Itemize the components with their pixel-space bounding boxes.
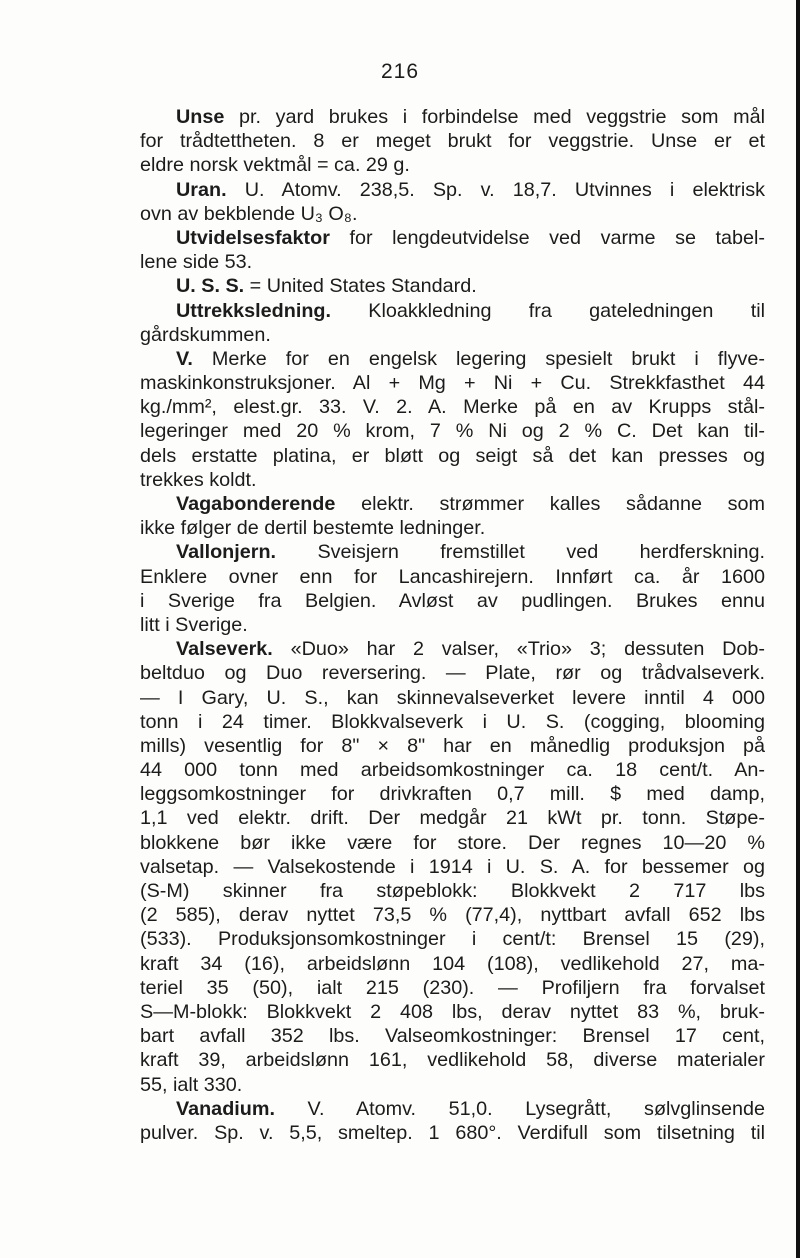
entry-text: i Sverige fra Belgien. Avløst av pudlingen. Brukes ennu — [140, 589, 765, 612]
entry-text: U. Atomv. 238,5. Sp. v. 18,7. Utvinnes i elektrisk — [226, 178, 765, 201]
entry-text: — I Gary, U. S., kan skinnevalseverket levere inntil 4 000 — [140, 686, 765, 709]
entry-text: «Duo» har 2 valser, «Trio» 3; dessuten Dob- — [272, 638, 765, 661]
page-number: 216 — [380, 60, 420, 83]
entry-text: legeringer med 20 % krom, 7 % Ni og 2 % C. Det kan til- — [140, 420, 765, 443]
entry-text: for trådtettheten. 8 er meget brukt for veggstrie. Unse er et — [140, 130, 765, 153]
text-line — [140, 347, 765, 371]
text-line — [140, 395, 765, 419]
entry-text: Kloakkledning fra gateledningen til — [331, 299, 765, 322]
text-line — [140, 492, 765, 516]
text-line — [140, 1097, 765, 1121]
text-line — [140, 1073, 765, 1097]
entry-text: tonn i 24 timer. Blokkvalseverk i U. S. (cogging, blooming — [140, 710, 765, 733]
text-line — [140, 468, 765, 492]
entry-text: Merke for en engelsk legering spesielt brukt i flyve- — [192, 347, 765, 370]
entry-text: (2 585), derav nyttet 73,5 % (77,4), nyttbart avfall 652 lbs — [140, 904, 765, 927]
entry-text: leggsomkostninger for drivkraften 0,7 mill. $ med damp, — [140, 783, 765, 806]
entry-text: Sveisjern fremstillet ved herdferskning. — [276, 541, 765, 564]
text-line — [140, 202, 765, 226]
text-line — [140, 613, 765, 637]
entry-text: kraft 34 (16), arbeidslønn 104 (108), vedlikehold 27, ma- — [140, 952, 765, 975]
text-line — [140, 903, 765, 927]
entry-text: kg./mm², elest.gr. 33. V. 2. A. Merke på en av Krupps stål- — [140, 396, 765, 419]
entry-headword: V. — [176, 347, 193, 370]
entry-headword: Vanadium. — [176, 1097, 275, 1120]
entry-text: eldre norsk vektmål = ca. 29 g. — [140, 154, 410, 177]
entry-text: ikke følger de dertil bestemte ledninger. — [140, 517, 486, 540]
entry-headword: Vagabonderende — [176, 493, 336, 515]
text-line — [140, 637, 765, 661]
entry-text: pr. yard brukes i forbindelse med veggstrie som mål — [224, 106, 765, 128]
entry-text: = United States Standard. — [244, 275, 477, 298]
text-line — [140, 589, 765, 613]
entry-headword: Valseverk. — [176, 638, 273, 661]
text-line — [140, 444, 765, 468]
text-line — [140, 419, 765, 443]
text-line — [140, 299, 765, 323]
text-line — [140, 153, 765, 177]
entry-text: 44 000 tonn med arbeidsomkostninger ca. 18 cent/t. An- — [140, 759, 765, 782]
text-line — [140, 831, 765, 855]
entry-headword: U. S. S. — [176, 275, 245, 298]
entry-text: dels erstatte platina, er bløtt og seigt så det kan presses og — [140, 444, 765, 467]
text-line — [140, 976, 765, 1000]
entry-text: V. Atomv. 51,0. Lysegrått, sølvglinsende — [274, 1097, 765, 1120]
text-line — [140, 226, 765, 250]
entry-text: 55, ialt 330. — [140, 1073, 243, 1096]
entry-headword: Uran. — [176, 178, 227, 201]
text-line — [140, 371, 765, 395]
entry-text: (533). Produksjonsomkostninger i cent/t: Brensel 15 (29), — [140, 928, 765, 951]
entry-text: elektr. strømmer kalles sådanne som — [335, 493, 765, 515]
text-line — [140, 879, 765, 903]
text-line — [140, 927, 765, 951]
text-line — [140, 178, 765, 202]
entry-headword: Vallonjern. — [176, 541, 277, 564]
dictionary-text — [140, 105, 765, 1145]
entry-text: gårdskummen. — [140, 323, 271, 346]
text-line — [140, 806, 765, 830]
entry-headword: Uttrekksledning. — [176, 299, 331, 322]
text-line — [140, 782, 765, 806]
entry-text: S—M-blokk: Blokkvekt 2 408 lbs, derav nyttet 83 %, bruk- — [140, 1000, 765, 1023]
text-line — [140, 686, 765, 710]
entry-text: mills) vesentlig for 8" × 8" har en månedlig produksjon på — [140, 734, 765, 757]
entry-text: trekkes koldt. — [140, 468, 257, 491]
entry-headword: Utvidelsesfaktor — [176, 226, 330, 249]
scan-edge — [796, 0, 800, 1258]
text-line — [140, 565, 765, 589]
entry-text: pulver. Sp. v. 5,5, smeltep. 1 680°. Verdifull som tilsetning til — [140, 1121, 765, 1144]
text-line — [140, 323, 765, 347]
entry-text: 1,1 ved elektr. drift. Der medgår 21 kWt pr. tonn. Støpe- — [140, 807, 765, 830]
entry-text: lene side 53. — [140, 251, 253, 274]
text-line — [140, 1024, 765, 1048]
text-line — [140, 855, 765, 879]
entry-text: valsetap. — Valsekostende i 1914 i U. S. A. for bessemer og — [140, 855, 765, 878]
text-line — [140, 661, 765, 685]
entry-text: for lengdeutvidelse ved varme se tabel- — [329, 226, 765, 249]
text-line — [140, 105, 765, 129]
text-line — [140, 129, 765, 153]
text-line — [140, 516, 765, 540]
text-line — [140, 710, 765, 734]
entry-text: teriel 35 (50), ialt 215 (230). — Profiljern fra forvalset — [140, 976, 765, 999]
entry-text: Enklere ovner enn for Lancashirejern. Innført ca. år 1600 — [140, 565, 765, 588]
text-line — [140, 758, 765, 782]
entry-text: litt i Sverige. — [140, 613, 248, 636]
entry-text: ovn av bekblende U₃ O₈. — [140, 202, 358, 225]
entry-text: kraft 39, arbeidslønn 161, vedlikehold 58, diverse materialer — [140, 1049, 765, 1072]
text-line — [140, 952, 765, 976]
entry-headword: Unse — [176, 106, 225, 128]
entry-text: blokkene bør ikke være for store. Der regnes 10—20 % — [140, 831, 765, 854]
text-line — [140, 734, 765, 758]
entry-text: beltduo og Duo reversering. — Plate, rør og trådvalseverk. — [140, 662, 765, 685]
entry-text: bart avfall 352 lbs. Valseomkostninger: Brensel 17 cent, — [140, 1025, 765, 1048]
text-line — [140, 1000, 765, 1024]
text-line — [140, 250, 765, 274]
entry-text: maskinkonstruksjoner. Al + Mg + Ni + Cu. Strekkfasthet 44 — [140, 372, 765, 395]
text-line — [140, 1121, 765, 1145]
text-line — [140, 274, 765, 298]
text-line — [140, 1048, 765, 1072]
entry-text: (S-M) skinner fra støpeblokk: Blokkvekt 2 717 lbs — [140, 880, 765, 902]
text-line — [140, 540, 765, 564]
